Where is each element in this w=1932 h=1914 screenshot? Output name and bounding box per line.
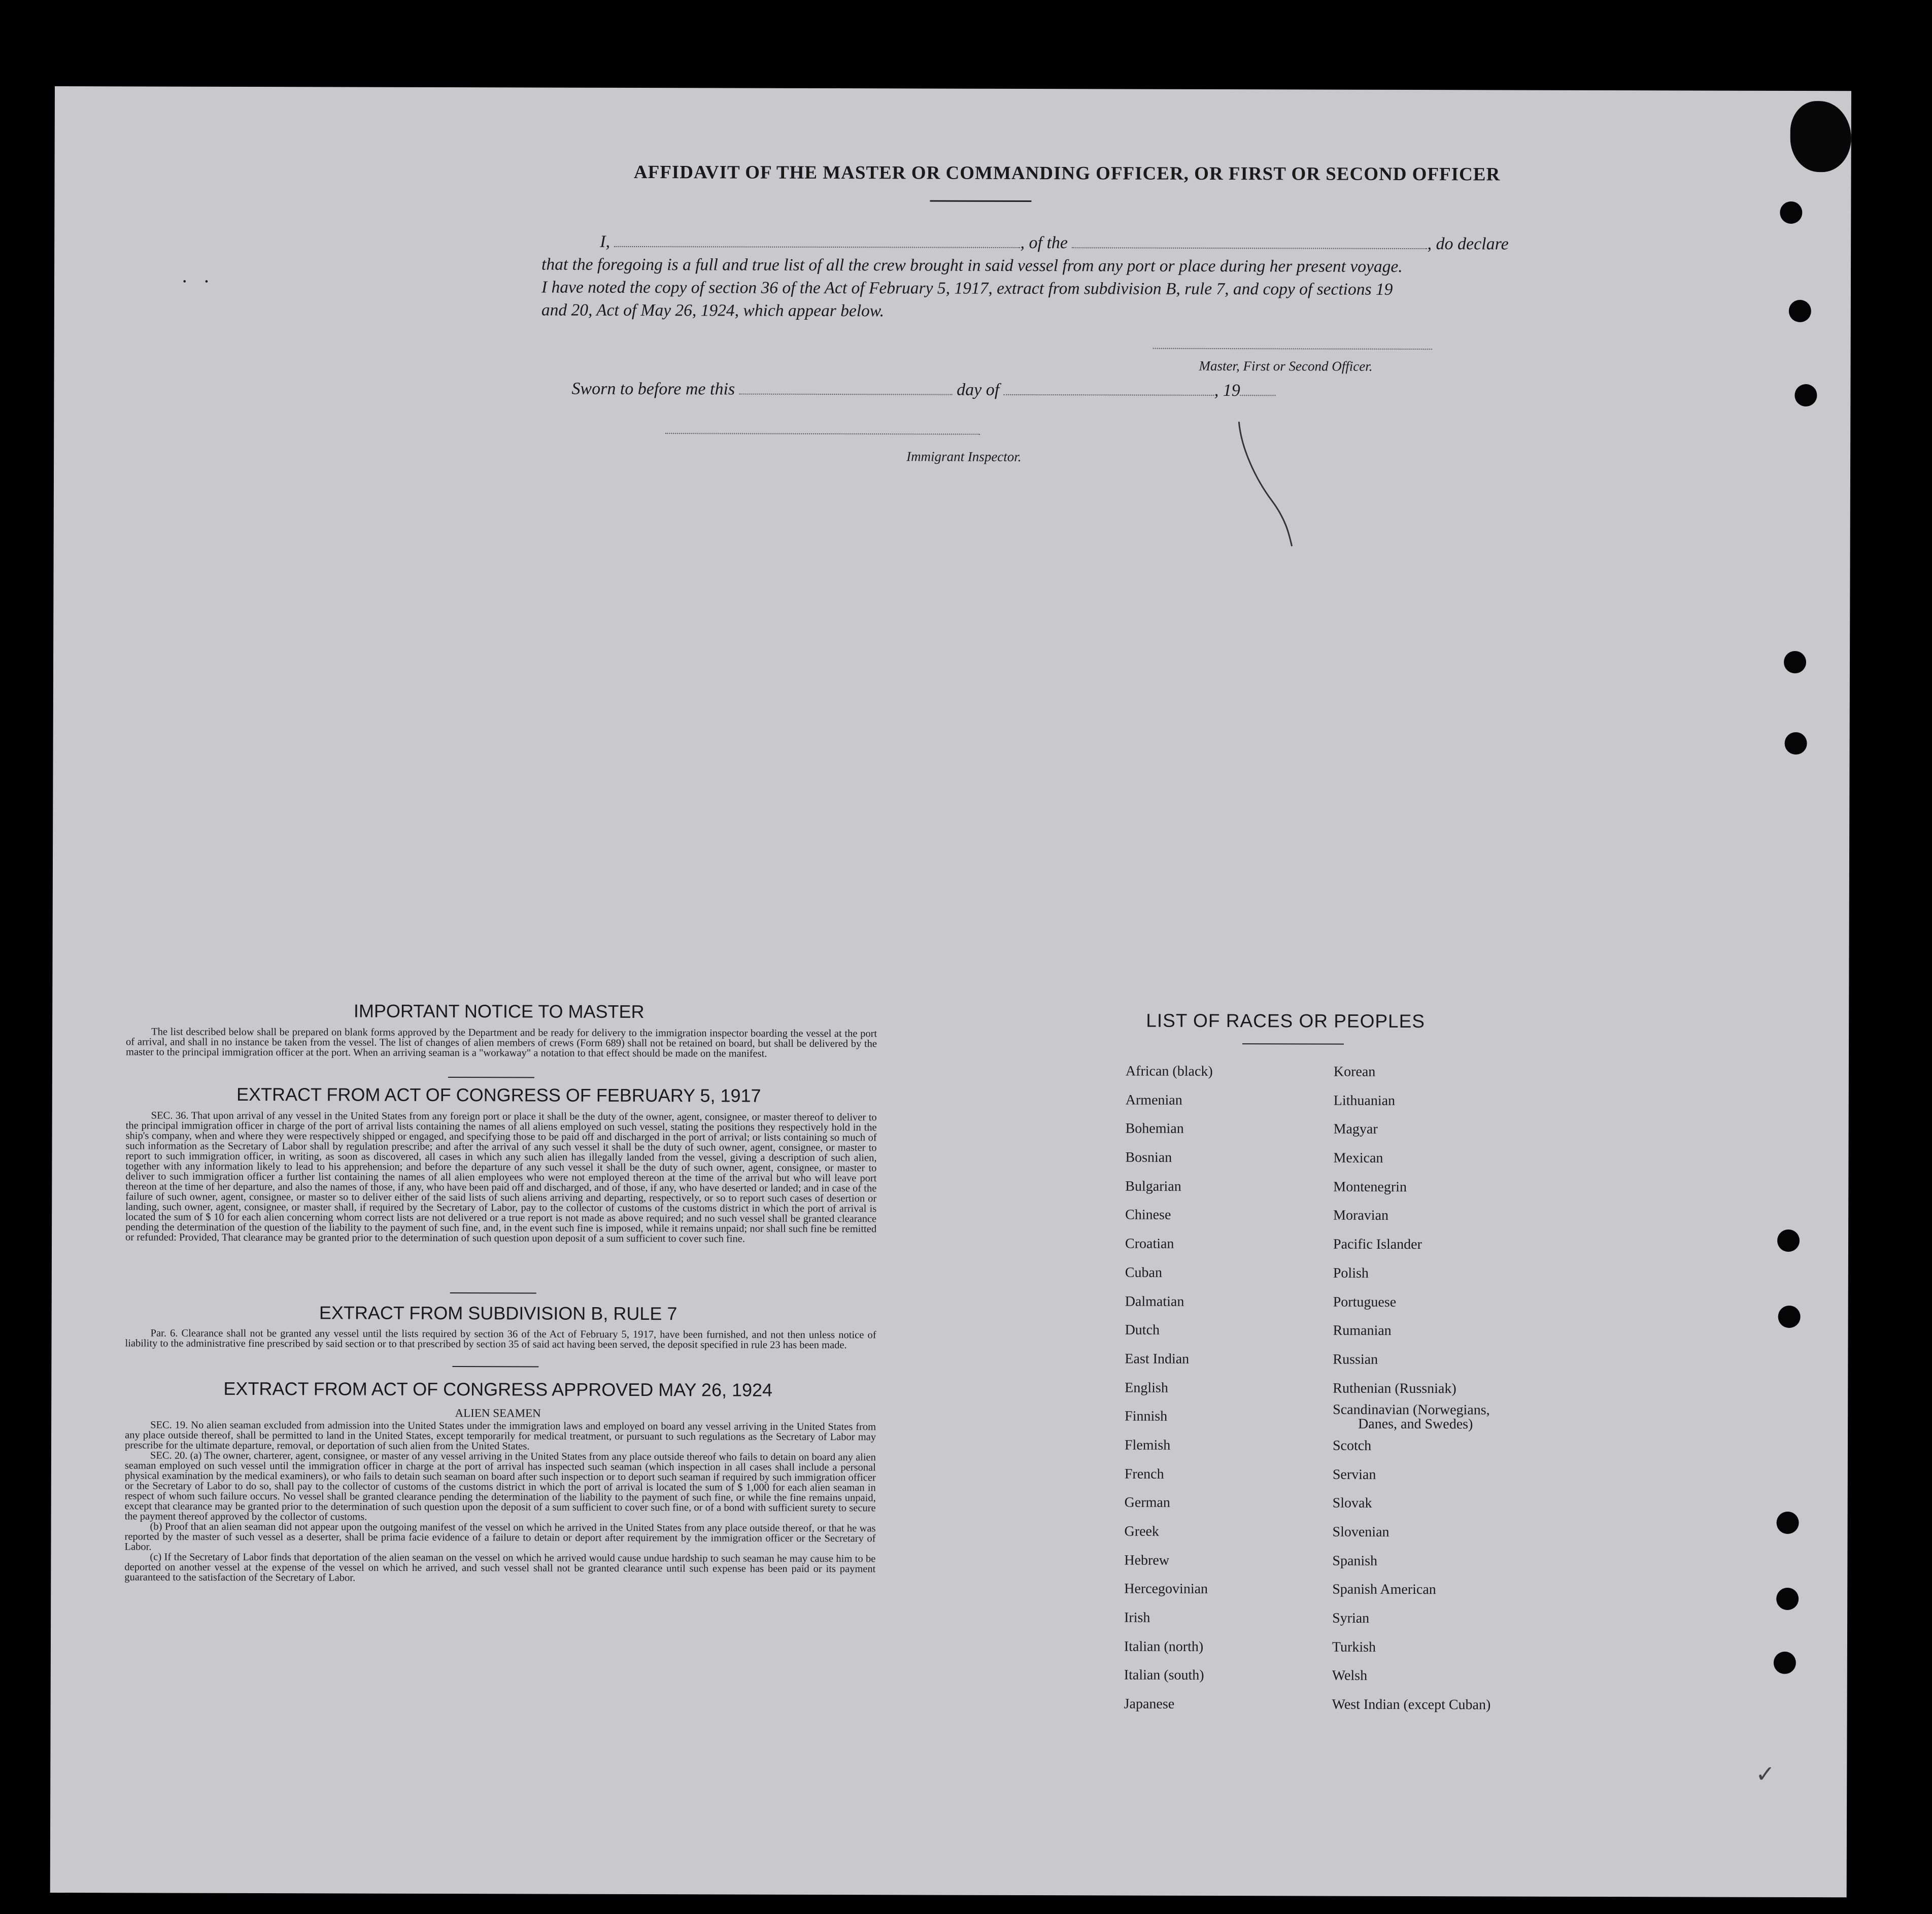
- race-item: Spanish: [1332, 1553, 1378, 1569]
- race-item: Korean: [1333, 1064, 1376, 1080]
- race-item: Hercegovinian: [1124, 1581, 1208, 1597]
- page-mark: ✓: [1755, 1760, 1775, 1788]
- sworn-day-blank[interactable]: [739, 394, 953, 395]
- specks: [181, 269, 186, 293]
- affidavit-line-2: that the foregoing is a full and true list of all the crew brought in said vessel from any port or place during her present voyage.: [541, 255, 1403, 276]
- race-item: Servian: [1332, 1466, 1376, 1483]
- race-item: Japanese: [1124, 1696, 1175, 1712]
- vessel-blank[interactable]: [1072, 247, 1427, 249]
- sworn-line: [571, 380, 1275, 401]
- race-item: Slovenian: [1332, 1524, 1389, 1540]
- year-label: , 19: [1214, 381, 1240, 400]
- race-item: Bosnian: [1125, 1149, 1172, 1166]
- race-item: English: [1125, 1380, 1168, 1396]
- title-underline: [930, 200, 1031, 202]
- race-item: African (black): [1125, 1063, 1213, 1079]
- race-item: Mexican: [1333, 1150, 1383, 1166]
- races-column-1: [1124, 1057, 1213, 1719]
- punch-hole: [1777, 1512, 1799, 1534]
- race-item: Magyar: [1333, 1121, 1378, 1138]
- race-item: Italian (south): [1124, 1667, 1204, 1684]
- race-item: French: [1124, 1466, 1164, 1482]
- do-declare-label: , do declare: [1427, 234, 1509, 254]
- punch-hole: [1780, 201, 1802, 224]
- divider: [448, 1077, 534, 1078]
- notice-text: The list described below shall be prepared on blank forms approved by the Department and be ready for delivery to the immigration inspector boarding the vessel at the port of arrival, and shall in no instance be taken from the vessel. The list of changes of alien members of crews (Form 689) shall not be retained on board, but shall be delivered by the master to the principal immigration officer at the port. When an arriving seaman is a "workaway" a notation to that effect should be made on the manifest.: [125, 1026, 877, 1059]
- affidavit-line-4: and 20, Act of May 26, 1924, which appear below.: [541, 300, 885, 321]
- race-item-continuation: Danes, and Swedes): [1358, 1416, 1473, 1432]
- race-item: Pacific Islander: [1333, 1236, 1422, 1253]
- extract-1924-text: [124, 1420, 876, 1584]
- affidavit-line-1: [541, 232, 1531, 254]
- punch-hole: [1784, 651, 1806, 673]
- race-item: East Indian: [1125, 1351, 1190, 1367]
- sec-20c-text: (c) If the Secretary of Labor finds that deportation of the alien seaman on the vessel on which he arrived would cause undue hardship to such seaman he may cause him to be deported on another vessel at the expense of the vessel on which he arrived, and such vessel shall not be granted clearance until such expense has been paid or its payment guaranteed to the satisfaction of the Secretary of Labor.: [124, 1551, 876, 1584]
- race-item: Slovak: [1332, 1495, 1372, 1512]
- race-item: Dalmatian: [1125, 1293, 1184, 1310]
- race-item: Armenian: [1125, 1092, 1182, 1108]
- punch-hole: [1777, 1229, 1800, 1252]
- divider: [450, 1292, 536, 1293]
- notice-title: IMPORTANT NOTICE TO MASTER: [353, 1000, 645, 1022]
- race-item: Moravian: [1333, 1208, 1389, 1224]
- i-label: I,: [600, 232, 611, 251]
- master-signature-line[interactable]: [1153, 348, 1432, 350]
- race-item: Polish: [1333, 1265, 1369, 1281]
- of-the-label: , of the: [1020, 233, 1068, 253]
- race-item: Scandinavian (Norwegians, Danes, and Swedes): [1333, 1403, 1492, 1432]
- inspector-signature-line[interactable]: [665, 433, 980, 435]
- race-item: Russian: [1333, 1351, 1378, 1368]
- pen-stroke: [1236, 419, 1298, 551]
- punch-hole: [1794, 384, 1817, 406]
- extract-rule7-text: Par. 6. Clearance shall not be granted any vessel until the lists required by section 36 of the Act of February 5, 1917, have been furnished, and not then unless notice of liability to the administrative fine prescribed by said section or to that prescribed by section 35 of said act having been served, the deposit specified in rule 23 has been made.: [125, 1327, 876, 1351]
- master-label: Master, First or Second Officer.: [1199, 358, 1373, 374]
- races-title: LIST OF RACES OR PEOPLES: [1146, 1010, 1426, 1032]
- extract-1924-title: EXTRACT FROM ACT OF CONGRESS APPROVED MAY 26, 1924: [223, 1378, 773, 1400]
- race-item: Portuguese: [1333, 1294, 1397, 1310]
- race-item: Montenegrin: [1333, 1179, 1407, 1195]
- race-item: German: [1124, 1494, 1170, 1511]
- race-item: Ruthenian (Russniak): [1333, 1380, 1456, 1396]
- races-divider: [1242, 1043, 1344, 1045]
- extract-rule7-title: EXTRACT FROM SUBDIVISION B, RULE 7: [319, 1302, 677, 1324]
- alien-seamen-subtitle: ALIEN SEAMEN: [455, 1407, 541, 1420]
- race-item: Flemish: [1124, 1437, 1171, 1453]
- extract-1917-text: SEC. 36. That upon arrival of any vessel in the United States from any foreign port or place it shall be the duty of the owner, agent, consignee, or master thereof to deliver to the principal immigration officer in charge of the port of arrival lists containing the names of all aliens employed on such vessel, stating the positions they respectively hold in the ship's company, when and where they were respectively shipped or engaged, and specifying those to be paid off and discharged in the port of arrival; or lists containing so much of such information as the Secretary of Labor shall by regulation prescribe; and after the arrival of any such vessel it shall be the duty of such owner, agent, consignee, or master to report to such immigration officer, in writing, as soon as discovered, all cases in which any such alien has illegally landed from the vessel, giving a description of such alien, together with any information likely to lead to his apprehension; and before the departure of any such vessel it shall be the duty of such owner, agent, consignee, or master to deliver to such immigration officer a further list containing the names of all alien employees who were not employed thereon at the time of the arrival but who will leave port thereon at the time of her departure, and also the names of those, if any, who have been paid off and discharged, and of those, if any, who have deserted or landed; and in case of the failure of such owner, agent, consignee, or master so to deliver either of the said lists of such aliens arriving and departing, respectively, or so to report such cases of desertion or landing, such owner, agent, consignee, or master shall, if required by the Secretary of Labor, pay to the collector of customs of the customs district in which the port of arrival is located the sum of $ 10 for each alien concerning whom correct lists are not delivered or a true report is not made as above required; and no such vessel shall be granted clearance pending the determination of the question of the liability to the payment of such fine, and, in the event such fine is imposed, while it remains unpaid; nor shall such fine be remitted or refunded: Provided, That clearance may be granted prior to the determination of such question upon deposit of a sum sufficient to cover such fine.: [125, 1110, 877, 1245]
- ink-blot: [1790, 101, 1851, 172]
- document-page: [50, 86, 1851, 1897]
- sec-20b-text: (b) Proof that an alien seaman did not appear upon the outgoing manifest of the vessel on which he arrived in the United States from any place outside thereof, or that he was reported by the master of such vessel as a deserter, shall be prima facie evidence of a failure to detain or deport after requirement by the immigration officer or the Secretary of Labor.: [124, 1521, 876, 1553]
- punch-hole: [1785, 732, 1807, 755]
- divider: [452, 1366, 538, 1367]
- race-item: Chinese: [1125, 1207, 1171, 1223]
- affidavit-line-3: I have noted the copy of section 36 of the Act of February 5, 1917, extract from subdivision B, rule 7, and copy of sections 19: [541, 278, 1393, 299]
- sec-19-text: SEC. 19. No alien seaman excluded from admission into the United States under the immigration laws and employed on board any vessel arriving in the United States from any place outside thereof, shall be permitted to land in the United States, except temporarily for medical treatment, or pursuant to such regulations as the Secretary of Labor may prescribe for the ultimate departure, removal, or deportation of such alien from the United States.: [124, 1419, 876, 1452]
- race-item: Bohemian: [1125, 1120, 1184, 1137]
- extract-1917-title: EXTRACT FROM ACT OF CONGRESS OF FEBRUARY 5, 1917: [236, 1083, 761, 1106]
- race-item: Dutch: [1125, 1322, 1160, 1338]
- race-item: Irish: [1124, 1610, 1150, 1626]
- inspector-label: Immigrant Inspector.: [906, 449, 1022, 464]
- punch-hole: [1789, 300, 1811, 322]
- race-item: Syrian: [1332, 1610, 1370, 1626]
- race-item: Lithuanian: [1333, 1092, 1396, 1109]
- race-item: Rumanian: [1333, 1322, 1392, 1339]
- race-item: Croatian: [1125, 1236, 1174, 1252]
- race-item: Hebrew: [1124, 1552, 1170, 1568]
- affidavit-title: AFFIDAVIT OF THE MASTER OR COMMANDING OFFICER, OR FIRST OR SECOND OFFICER: [633, 161, 1501, 185]
- race-item: Cuban: [1125, 1264, 1163, 1281]
- race-item: Welsh: [1332, 1668, 1368, 1684]
- sworn-month-blank[interactable]: [1004, 394, 1214, 396]
- race-item: Turkish: [1332, 1639, 1376, 1655]
- punch-hole: [1778, 1306, 1801, 1328]
- race-item: West Indian (except Cuban): [1332, 1696, 1491, 1713]
- race-item: Bulgarian: [1125, 1178, 1181, 1194]
- race-item: Italian (north): [1124, 1638, 1204, 1655]
- punch-hole: [1774, 1652, 1796, 1674]
- sec-20a-text: SEC. 20. (a) The owner, charterer, agent, consignee, or master of any vessel arriving in the United States from any place outside thereof who fails to detain on board any alien seaman employed on such vessel until the immigration officer in charge at the port of arrival has inspected such seaman (which inspection in all cases shall include a personal physical examination by the medical examiners), or who fails to detain such seaman on board after such inspection or to deport such seaman if required by such immigration officer or the Secretary of Labor to do so, shall pay to the collector of customs of the customs district in which the port of arrival is located the sum of $ 1,000 for each alien seaman in respect of whom such failure occurs. No vessel shall be granted clearance pending the determination of the liability to the payment of such fine, or while the fine remains unpaid, except that clearance may be granted prior to the determination of such question upon the deposit of a sum sufficient to cover such fine, or of a bond with sufficient surety to secure the payment thereof approved by the collector of customs.: [124, 1450, 876, 1523]
- race-item: Spanish American: [1332, 1581, 1436, 1598]
- race-item: Scotch: [1332, 1438, 1372, 1454]
- sworn-label: Sworn to before me this: [571, 379, 735, 399]
- races-column-2: [1332, 1058, 1493, 1720]
- punch-hole: [1776, 1588, 1799, 1610]
- name-blank[interactable]: [615, 246, 1021, 248]
- day-of-label: day of: [957, 380, 1000, 399]
- race-item: Greek: [1124, 1523, 1159, 1540]
- year-blank[interactable]: [1240, 395, 1276, 396]
- race-item: Finnish: [1125, 1408, 1168, 1424]
- specks: · ·: [181, 269, 210, 293]
